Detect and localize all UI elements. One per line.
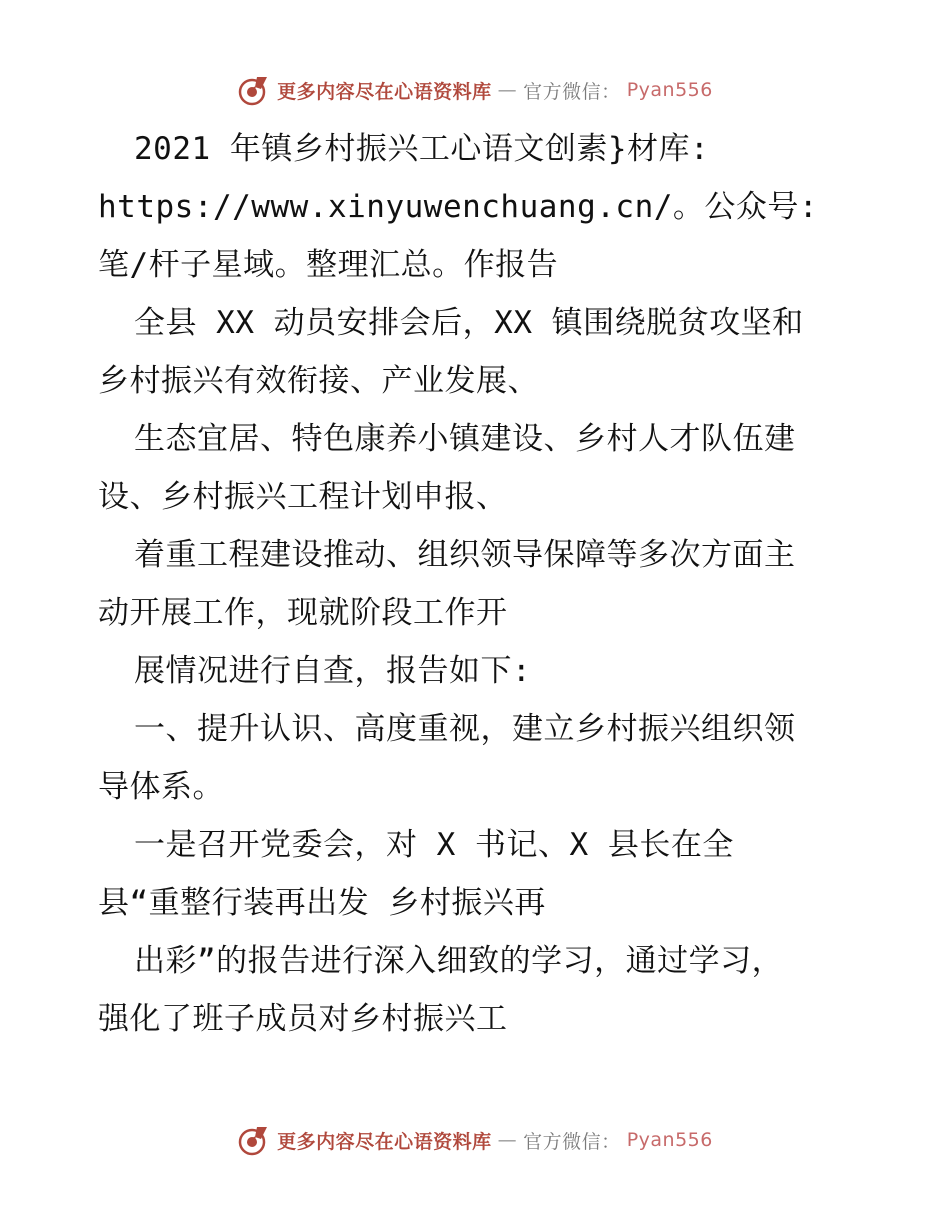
document-body xyxy=(98,120,878,1048)
banner-separator: — xyxy=(497,1129,518,1151)
text-line: 乡村振兴有效衔接、产业发展、 xyxy=(98,363,539,399)
text-line: 设、乡村振兴工程计划申报、 xyxy=(98,479,508,515)
banner-main-text: 更多内容尽在心语资料库 xyxy=(277,80,492,103)
pen-logo-icon xyxy=(237,73,271,107)
text-line: 动开展工作，现就阶段工作开 xyxy=(98,595,508,631)
banner-separator: — xyxy=(497,79,518,101)
text-line: 一是召开党委会，对 X 书记、X 县长在全 xyxy=(134,827,734,863)
banner-wechat-id: Pyan556 xyxy=(626,79,713,101)
footer-banner xyxy=(0,1120,950,1160)
banner-wechat-id: Pyan556 xyxy=(626,1129,713,1151)
pen-logo-icon xyxy=(237,1123,271,1157)
text-line: 笔/杆子星域。整理汇总。作报告 xyxy=(98,247,559,283)
text-line: 生态宜居、特色康养小镇建设、乡村人才队伍建 xyxy=(134,421,796,457)
text-line: 展情况进行自查，报告如下: xyxy=(134,653,532,689)
banner-main-text: 更多内容尽在心语资料库 xyxy=(277,1130,492,1153)
text-line: 县“重整行装再出发 乡村振兴再 xyxy=(98,885,546,921)
text-line: 着重工程建设推动、组织领导保障等多次方面主 xyxy=(134,537,796,573)
text-line: 全县 XX 动员安排会后，XX 镇围绕脱贫攻坚和 xyxy=(134,305,804,341)
banner-wechat-label: 官方微信： xyxy=(523,80,621,103)
text-line: 出彩”的报告进行深入细致的学习，通过学习， xyxy=(134,943,784,979)
text-line: 一、提升认识、高度重视，建立乡村振兴组织领 xyxy=(134,711,796,747)
text-line: 强化了班子成员对乡村振兴工 xyxy=(98,1001,508,1037)
banner-wechat-label: 官方微信： xyxy=(523,1130,621,1153)
text-line: 导体系。 xyxy=(98,769,224,805)
header-banner xyxy=(0,70,950,110)
text-line: 2021 年镇乡村振兴工心语文创素}材库: xyxy=(134,131,710,167)
text-line: https://www.xinyuwenchuang.cn/。公众号: xyxy=(98,189,819,225)
